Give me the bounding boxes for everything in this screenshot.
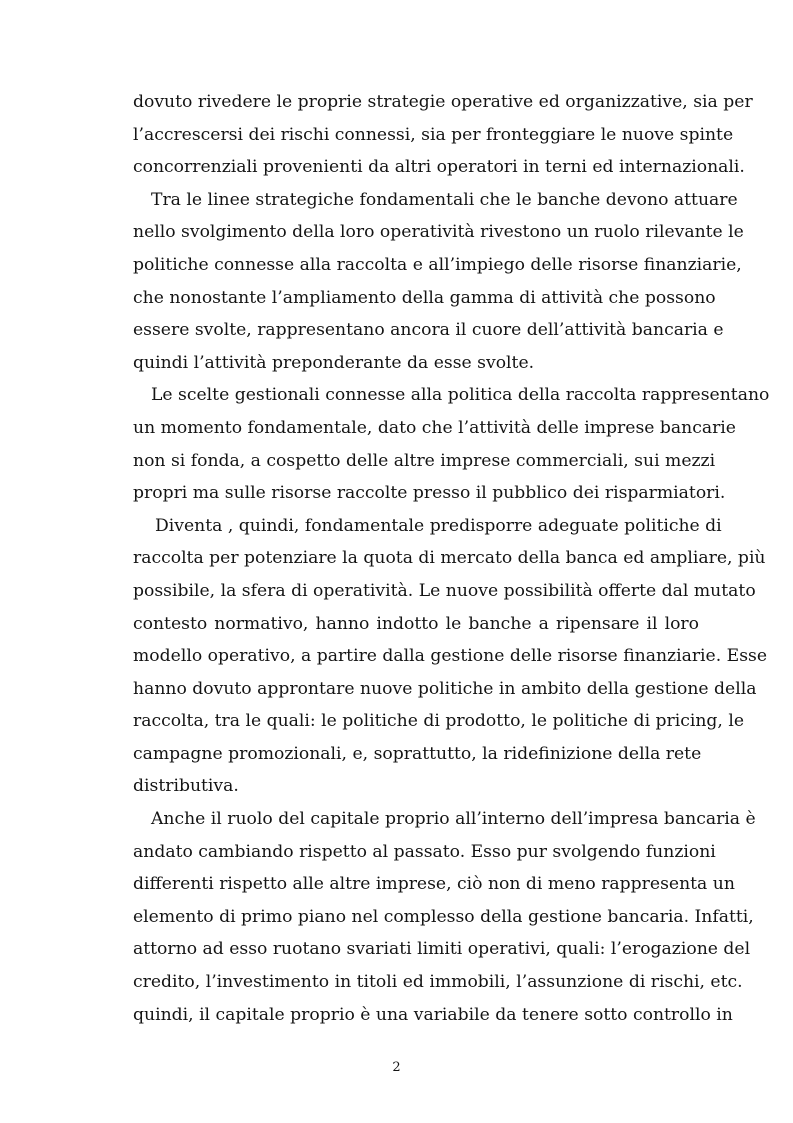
text-line: politiche connesse alla raccolta e all’impiego delle risorse finanziarie, [133,254,742,275]
text-line: dovuto rivedere le proprie strategie operative ed organizzative, sia per [133,92,753,112]
text-line: possibile, la sfera di operatività. Le nuove possibilità offerte dal mutato [133,580,756,601]
text-line: Diventa , quindi, fondamentale predisporre adeguate politiche di [155,515,722,536]
text-line: concorrenziali provenienti da altri operatori in terni ed internazionali. [133,157,745,178]
text-line: Anche il ruolo del capitale proprio all’interno dell’impresa bancaria è [151,809,756,830]
text-line: elemento di primo piano nel complesso della gestione bancaria. Infatti, [133,906,754,927]
text-line: hanno dovuto approntare nuove politiche in ambito della gestione della [133,678,757,699]
paragraph [133,379,770,509]
text-line: nello svolgimento della loro operatività rivestono un ruolo rilevante le [133,222,744,243]
page-number: 2 [392,1060,401,1075]
text-line: quindi, il capitale proprio è una variabile da tenere sotto controllo in [133,1004,733,1025]
paragraph [133,86,753,184]
paragraph [133,803,756,1031]
text-line: credito, l’investimento in titoli ed immobili, l’assunzione di rischi, etc. [133,972,743,993]
text-line: quindi l’attività preponderante da esse svolte. [133,352,535,373]
text-line: distributiva. [133,776,239,797]
text-line: che nonostante l’ampliamento della gamma di attività che possono [133,287,716,308]
text-line: attorno ad esso ruotano svariati limiti operativi, quali: l’erogazione del [133,939,751,960]
text-line: raccolta per potenziare la quota di mercato della banca ed ampliare, più [133,548,766,569]
text-line: essere svolte, rappresentano ancora il cuore dell’attività bancaria e [133,320,724,341]
text-line: propri ma sulle risorse raccolte presso il pubblico dei risparmiatori. [133,483,726,504]
text-line: raccolta, tra le quali: le politiche di prodotto, le politiche di pricing, le [133,711,745,732]
text-line: Tra le linee strategiche fondamentali che le banche devono attuare [151,189,738,210]
text-line: un momento fondamentale, dato che l’attività delle imprese bancarie [133,417,736,438]
text-line: l’accrescersi dei rischi connessi, sia per fronteggiare le nuove spinte [133,124,734,145]
text-line: Le scelte gestionali connesse alla politica della raccolta rappresentano [151,385,770,406]
paragraph [133,184,744,380]
text-line: differenti rispetto alle altre imprese, ciò non di meno rappresenta un [133,874,735,895]
document-body [133,86,770,1031]
paragraph [133,510,768,803]
text-line: non si fonda, a cospetto delle altre imprese commerciali, sui mezzi [133,450,716,471]
text-line: modello operativo, a partire dalla gestione delle risorse finanziarie. Esse [133,646,768,667]
text-line: contesto normativo, hanno indotto le banche a ripensare il loro [133,613,699,634]
text-line: campagne promozionali, e, soprattutto, la ridefinizione della rete [133,743,702,764]
text-line: andato cambiando rispetto al passato. Esso pur svolgendo funzioni [133,841,716,862]
